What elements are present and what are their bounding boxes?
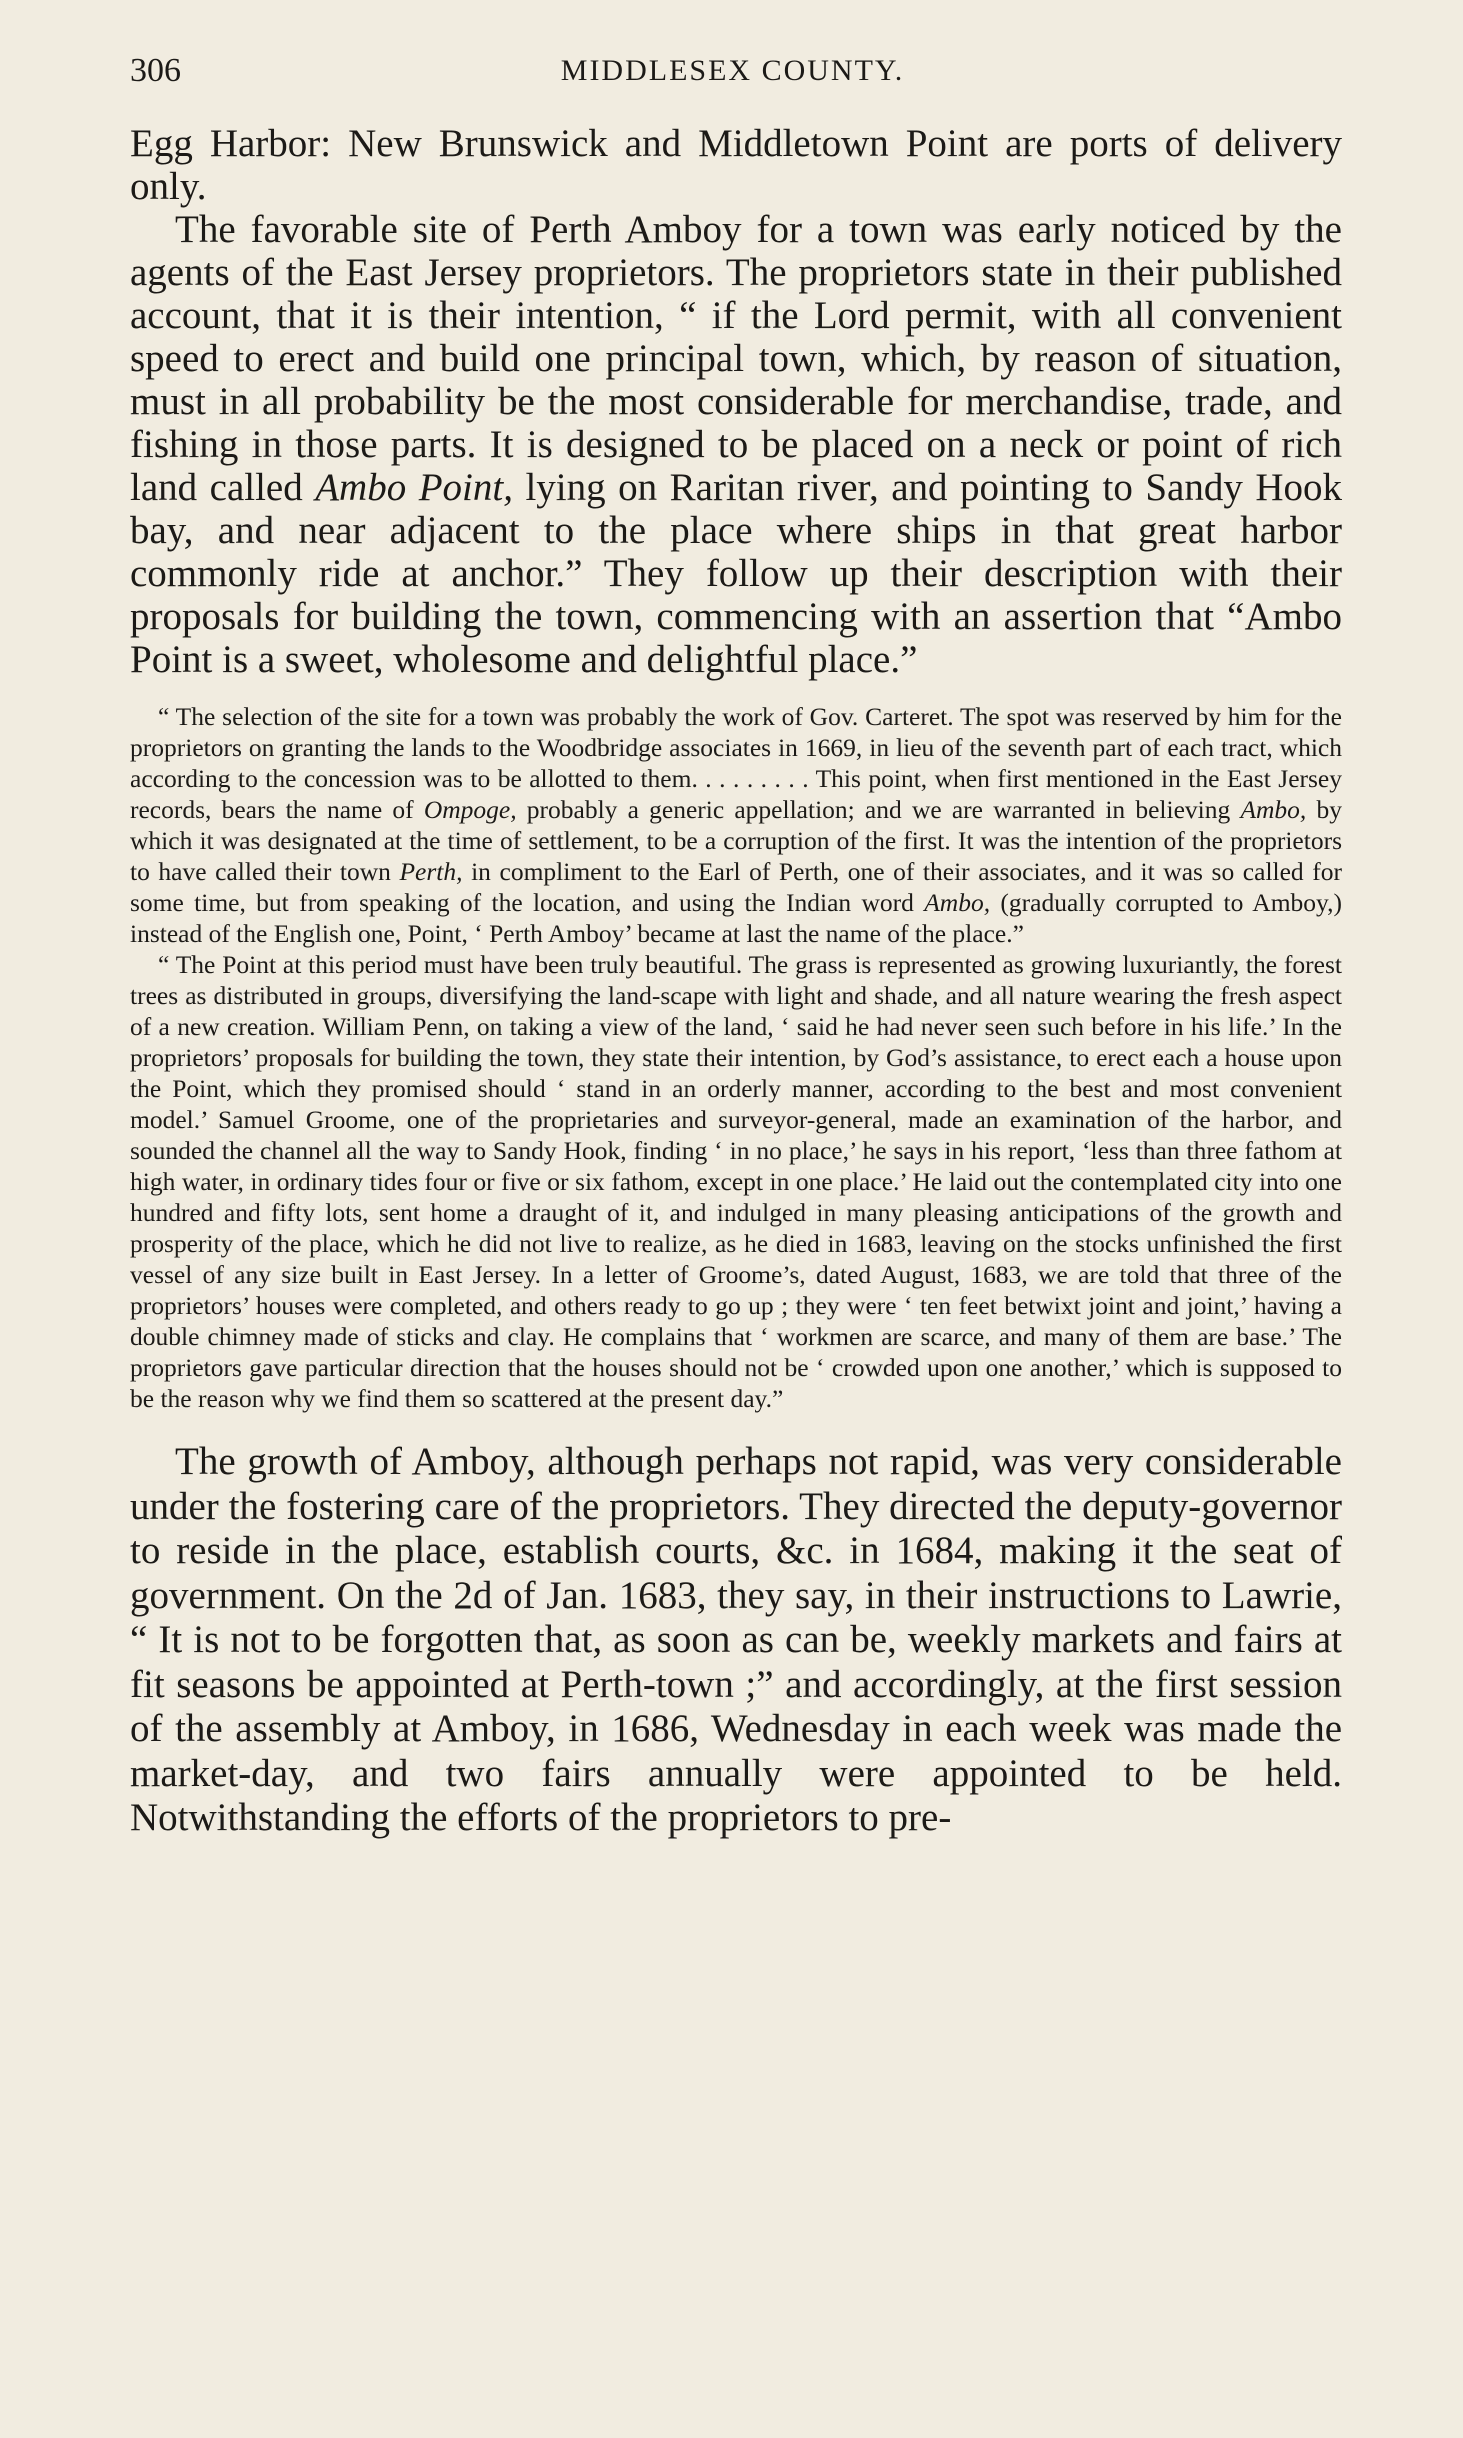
italic-ambo-point: Ambo Point,: [315, 466, 513, 509]
footnote-site-selection: [130, 701, 1342, 949]
italic-ompoge: Ompoge,: [423, 795, 517, 824]
footnote-text: “ The selection of the site for a town was probably the work of Gov. Carteret. The spot was reserved by him for the proprietors on granting the lands to the Woodbridge associates in 1669, in lieu of the seventh part of each tract, which according to the concession was to be allotted to them. . . . . . . . . This point, when first mentioned in the East Jersey records, bears the name of: [130, 702, 1342, 824]
page-header: [130, 52, 1335, 92]
footnote-text: by which it was designated at the time of settlement, to be a corruption of the first. It was the intention of the proprietors to have called their town: [130, 795, 1343, 886]
footnote-text: in compliment to the Earl of Perth, one of their associates, and it was so called for some time, but from speaking of the location, and using the Indian word: [130, 857, 1342, 917]
footnote-text: probably a generic appellation; and we are warranted in believing: [516, 795, 1241, 824]
footnote-block: [130, 701, 1342, 1414]
italic-ambo: Ambo,: [924, 888, 991, 917]
page-body: [130, 122, 1342, 1841]
italic-ambo: Ambo,: [1240, 795, 1307, 824]
running-head: MIDDLESEX COUNTY.: [560, 54, 905, 87]
footnote-point-beautiful: “ The Point at this period must have been truly beautiful. The grass is represented as growing luxuriantly, the forest trees as distributed in groups, diversifying the land-scape with light and shade, and all nature wearing the fresh aspect of a new creation. William Penn, on taking a view of the land, ‘ said he had never seen such before in his life.’ In the proprietors’ proposals for building the town, they state their intention, by God’s assistance, to erect each a house upon the Point, which they promised should ‘ stand in an orderly manner, according to the best and most convenient model.’ Samuel Groome, one of the proprietaries and surveyor-general, made an examination of the harbor, and sounded the channel all the way to Sandy Hook, finding ‘ in no place,’ he says in his report, ‘less than three fathom at high water, in ordinary tides four or five or six fathom, except in one place.’ He laid out the contemplated city into one hundred and fifty lots, sent home a draught of it, and indulged in many pleasing anticipations of the growth and prosperity of the place, which he did not live to realize, as he died in 1683, leaving on the stocks unfinished the first vessel of any size built in East Jersey. In a letter of Groome’s, dated August, 1683, we are told that three of the proprietors’ houses were completed, and others ready to go up ; they were ‘ ten feet betwixt joint and joint,’ having a double chimney made of sticks and clay. He complains that ‘ workmen are scarce, and many of them are base.’ The proprietors gave particular direction that the houses should not be ‘ crowded upon one another,’ which is supposed to be the reason why we find them so scattered at the present day.”: [130, 950, 1342, 1413]
paragraph-favorable-site: [130, 208, 1342, 681]
italic-perth: Perth,: [399, 857, 463, 886]
paragraph-egg-harbor: Egg Harbor: New Brunswick and Middletown Point are ports of delivery only.: [130, 122, 1342, 208]
page-number: 306: [130, 52, 181, 89]
paragraph-growth-of-amboy: The growth of Amboy, although perhaps not rapid, was very considerable under the fostering care of the proprietors. They directed the deputy-governor to reside in the place, establish courts, &c. in 1684, making it the seat of government. On the 2d of Jan. 1683, they say, in their instructions to Lawrie, “ It is not to be forgotten that, as soon as can be, weekly markets and fairs at fit seasons be appointed at Perth-town ;” and accordingly, at the first session of the assembly at Amboy, in 1686, Wednesday in each week was made the market-day, and two fairs annually were appointed to be held. Notwithstanding the efforts of the proprietors to pre-: [130, 1440, 1342, 1839]
paragraph-text: lying on Raritan river, and pointing to Sandy Hook bay, and near adjacent to the place where ships in that great harbor commonly ride at anchor.” They follow up their description with their proposals for building the town, commencing with an assertion that “Ambo Point is a sweet, wholesome and delightful place.”: [130, 466, 1342, 681]
paragraph-text: The favorable site of Perth Amboy for a town was early noticed by the agents of the East Jersey proprietors. The proprietors state in their published account, that it is their intention, “ if the Lord permit, with all convenient speed to erect and build one principal town, which, by reason of situation, must in all probability be the most considerable for merchandise, trade, and fishing in those parts. It is designed to be placed on a neck or point of rich land called: [130, 208, 1342, 509]
footnote-text: (gradually corrupted to Amboy,) instead of the English one, Point, ‘ Perth Amboy’ became at last the name of the place.”: [130, 888, 1342, 948]
